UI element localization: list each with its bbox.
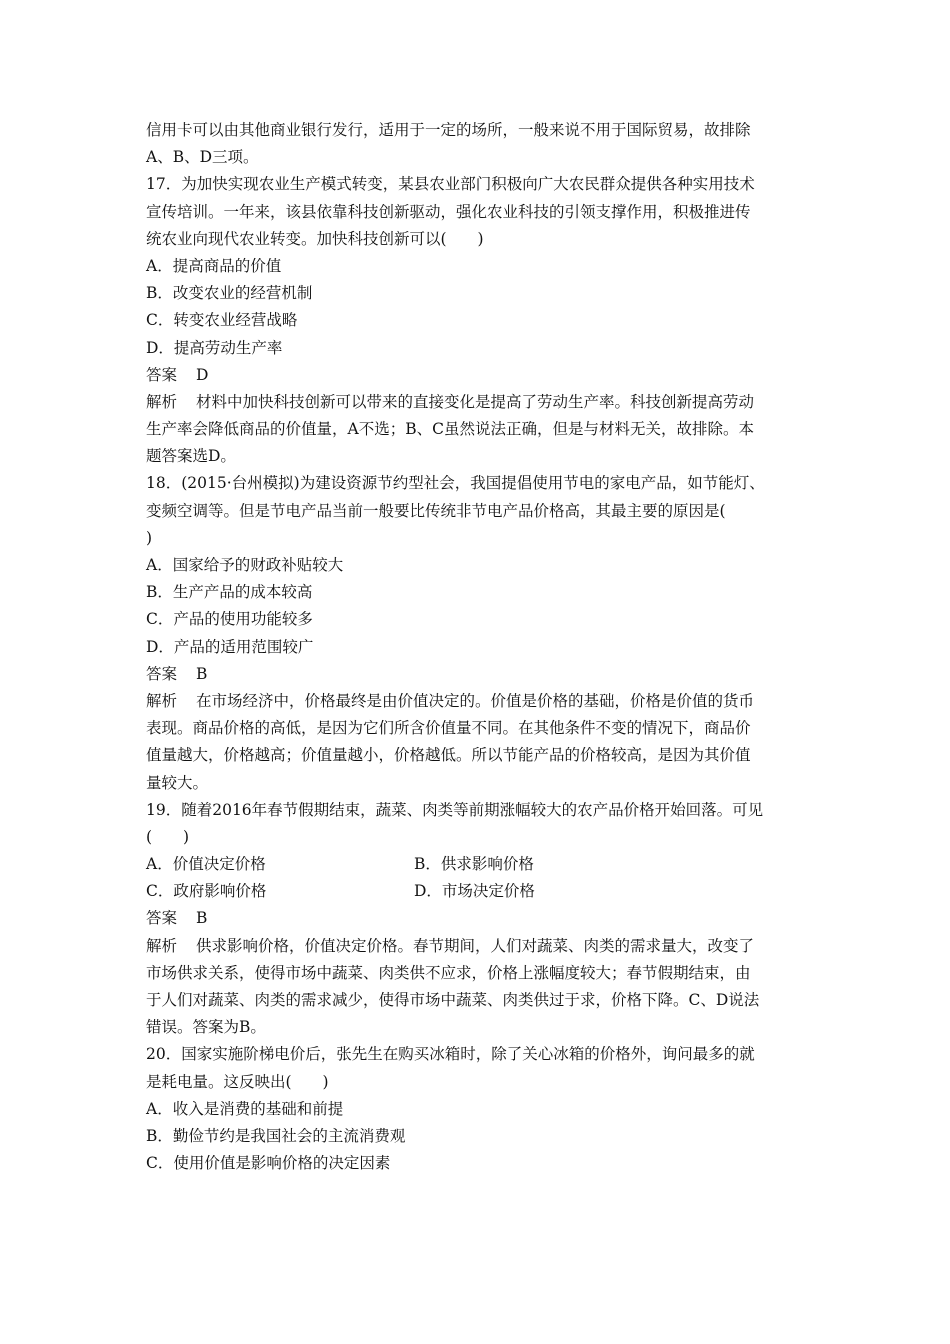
question-stem-line: 是耗电量。这反映出( ) [146, 1072, 329, 1091]
document-page [146, 117, 816, 1177]
option-a: A．价值决定价格 [146, 855, 266, 874]
option-b: B．勤俭节约是我国社会的主流消费观 [146, 1126, 406, 1145]
answer-label: 答案 [146, 365, 178, 384]
options-row [146, 851, 816, 878]
question-stem-line: 18．(2015·台州模拟)为建设资源节约型社会，我国提倡使用节电的家电产品，如节能灯、 [146, 474, 765, 493]
option-d: D．产品的适用范围较广 [146, 637, 314, 656]
option-b: B．生产产品的成本较高 [146, 583, 313, 602]
option-c: C．产品的使用功能较多 [146, 610, 313, 629]
answer-value: B [196, 909, 208, 928]
question-19 [146, 797, 816, 1042]
answer-label: 答案 [146, 909, 178, 928]
question-stem-line: 统农业向现代农业转变。加快科技创新可以( ) [146, 229, 484, 248]
continuation-text [146, 117, 816, 171]
analysis-text: 供求影响价格，价值决定价格。春节期间，人们对蔬菜、肉类的需求量大，改变了 [196, 936, 755, 955]
analysis-line [146, 933, 816, 960]
option-b: B．供求影响价格 [414, 855, 534, 874]
answer-value: B [196, 664, 208, 683]
analysis-text: 在市场经济中，价格最终是由价值决定的。价值是价格的基础，价格是价值的货币 [196, 691, 755, 710]
analysis-text: 生产率会降低商品的价值量，A不选；B、C虽然说法正确，但是与材料无关，故排除。本 [146, 420, 754, 439]
question-stem-line: ) [146, 528, 153, 547]
analysis-text: 材料中加快科技创新可以带来的直接变化是提高了劳动生产率。科技创新提高劳动 [196, 392, 755, 411]
option-b: B．改变农业的经营机制 [146, 284, 313, 303]
option-d: D．提高劳动生产率 [146, 338, 283, 357]
analysis-label: 解析 [146, 392, 178, 411]
text-line: A、B、D三项。 [146, 148, 259, 167]
answer-line [146, 905, 816, 932]
option-c: C．政府影响价格 [146, 882, 267, 901]
option-c: C．转变农业经营战略 [146, 311, 298, 330]
option-a: A．提高商品的价值 [146, 256, 282, 275]
answer-line [146, 362, 816, 389]
option-d: D．市场决定价格 [414, 882, 535, 901]
answer-label: 答案 [146, 664, 178, 683]
analysis-text: 题答案选D。 [146, 447, 236, 466]
analysis-line [146, 688, 816, 715]
answer-line [146, 661, 816, 688]
question-20 [146, 1041, 816, 1177]
question-17 [146, 171, 816, 470]
option-c: C．使用价值是影响价格的决定因素 [146, 1154, 391, 1173]
question-stem-line: 17．为加快实现农业生产模式转变，某县农业部门积极向广大农民群众提供各种实用技术 [146, 175, 755, 194]
options-row [146, 878, 816, 905]
question-stem-line: ( ) [146, 827, 190, 846]
analysis-text: 于人们对蔬菜、肉类的需求减少，使得市场中蔬菜、肉类供过于求，价格下降。C、D说法 [146, 991, 760, 1009]
analysis-line [146, 389, 816, 416]
analysis-text: 量较大。 [146, 773, 209, 792]
question-18 [146, 470, 816, 796]
question-stem-line: 19．随着2016年春节假期结束，蔬菜、肉类等前期涨幅较大的农产品价格开始回落。可见 [146, 800, 764, 819]
analysis-text: 表现。商品价格的高低，是因为它们所含价值量不同。在其他条件不变的情况下，商品价 [146, 719, 751, 738]
answer-value: D [196, 365, 209, 384]
option-a: A．国家给予的财政补贴较大 [146, 556, 344, 574]
analysis-label: 解析 [146, 936, 178, 955]
analysis-text: 市场供求关系，使得市场中蔬菜、肉类供不应求，价格上涨幅度较大；春节假期结束，由 [146, 963, 751, 982]
analysis-text: 值量越大，价格越高；价值量越小，价格越低。所以节能产品的价格较高，是因为其价值 [146, 746, 751, 765]
text-line: 信用卡可以由其他商业银行发行，适用于一定的场所，一般来说不用于国际贸易，故排除 [146, 121, 751, 139]
option-a: A．收入是消费的基础和前提 [146, 1099, 344, 1118]
question-stem-line: 变频空调等。但是节电产品当前一般要比传统非节电产品价格高，其最主要的原因是( [146, 501, 726, 520]
analysis-text: 错误。答案为B。 [146, 1018, 266, 1037]
question-stem-line: 20．国家实施阶梯电价后，张先生在购买冰箱时，除了关心冰箱的价格外，询问最多的就 [146, 1045, 755, 1064]
analysis-label: 解析 [146, 691, 178, 710]
question-stem-line: 宣传培训。一年来，该县依靠科技创新驱动，强化农业科技的引领支撑作用，积极推进传 [146, 202, 751, 221]
